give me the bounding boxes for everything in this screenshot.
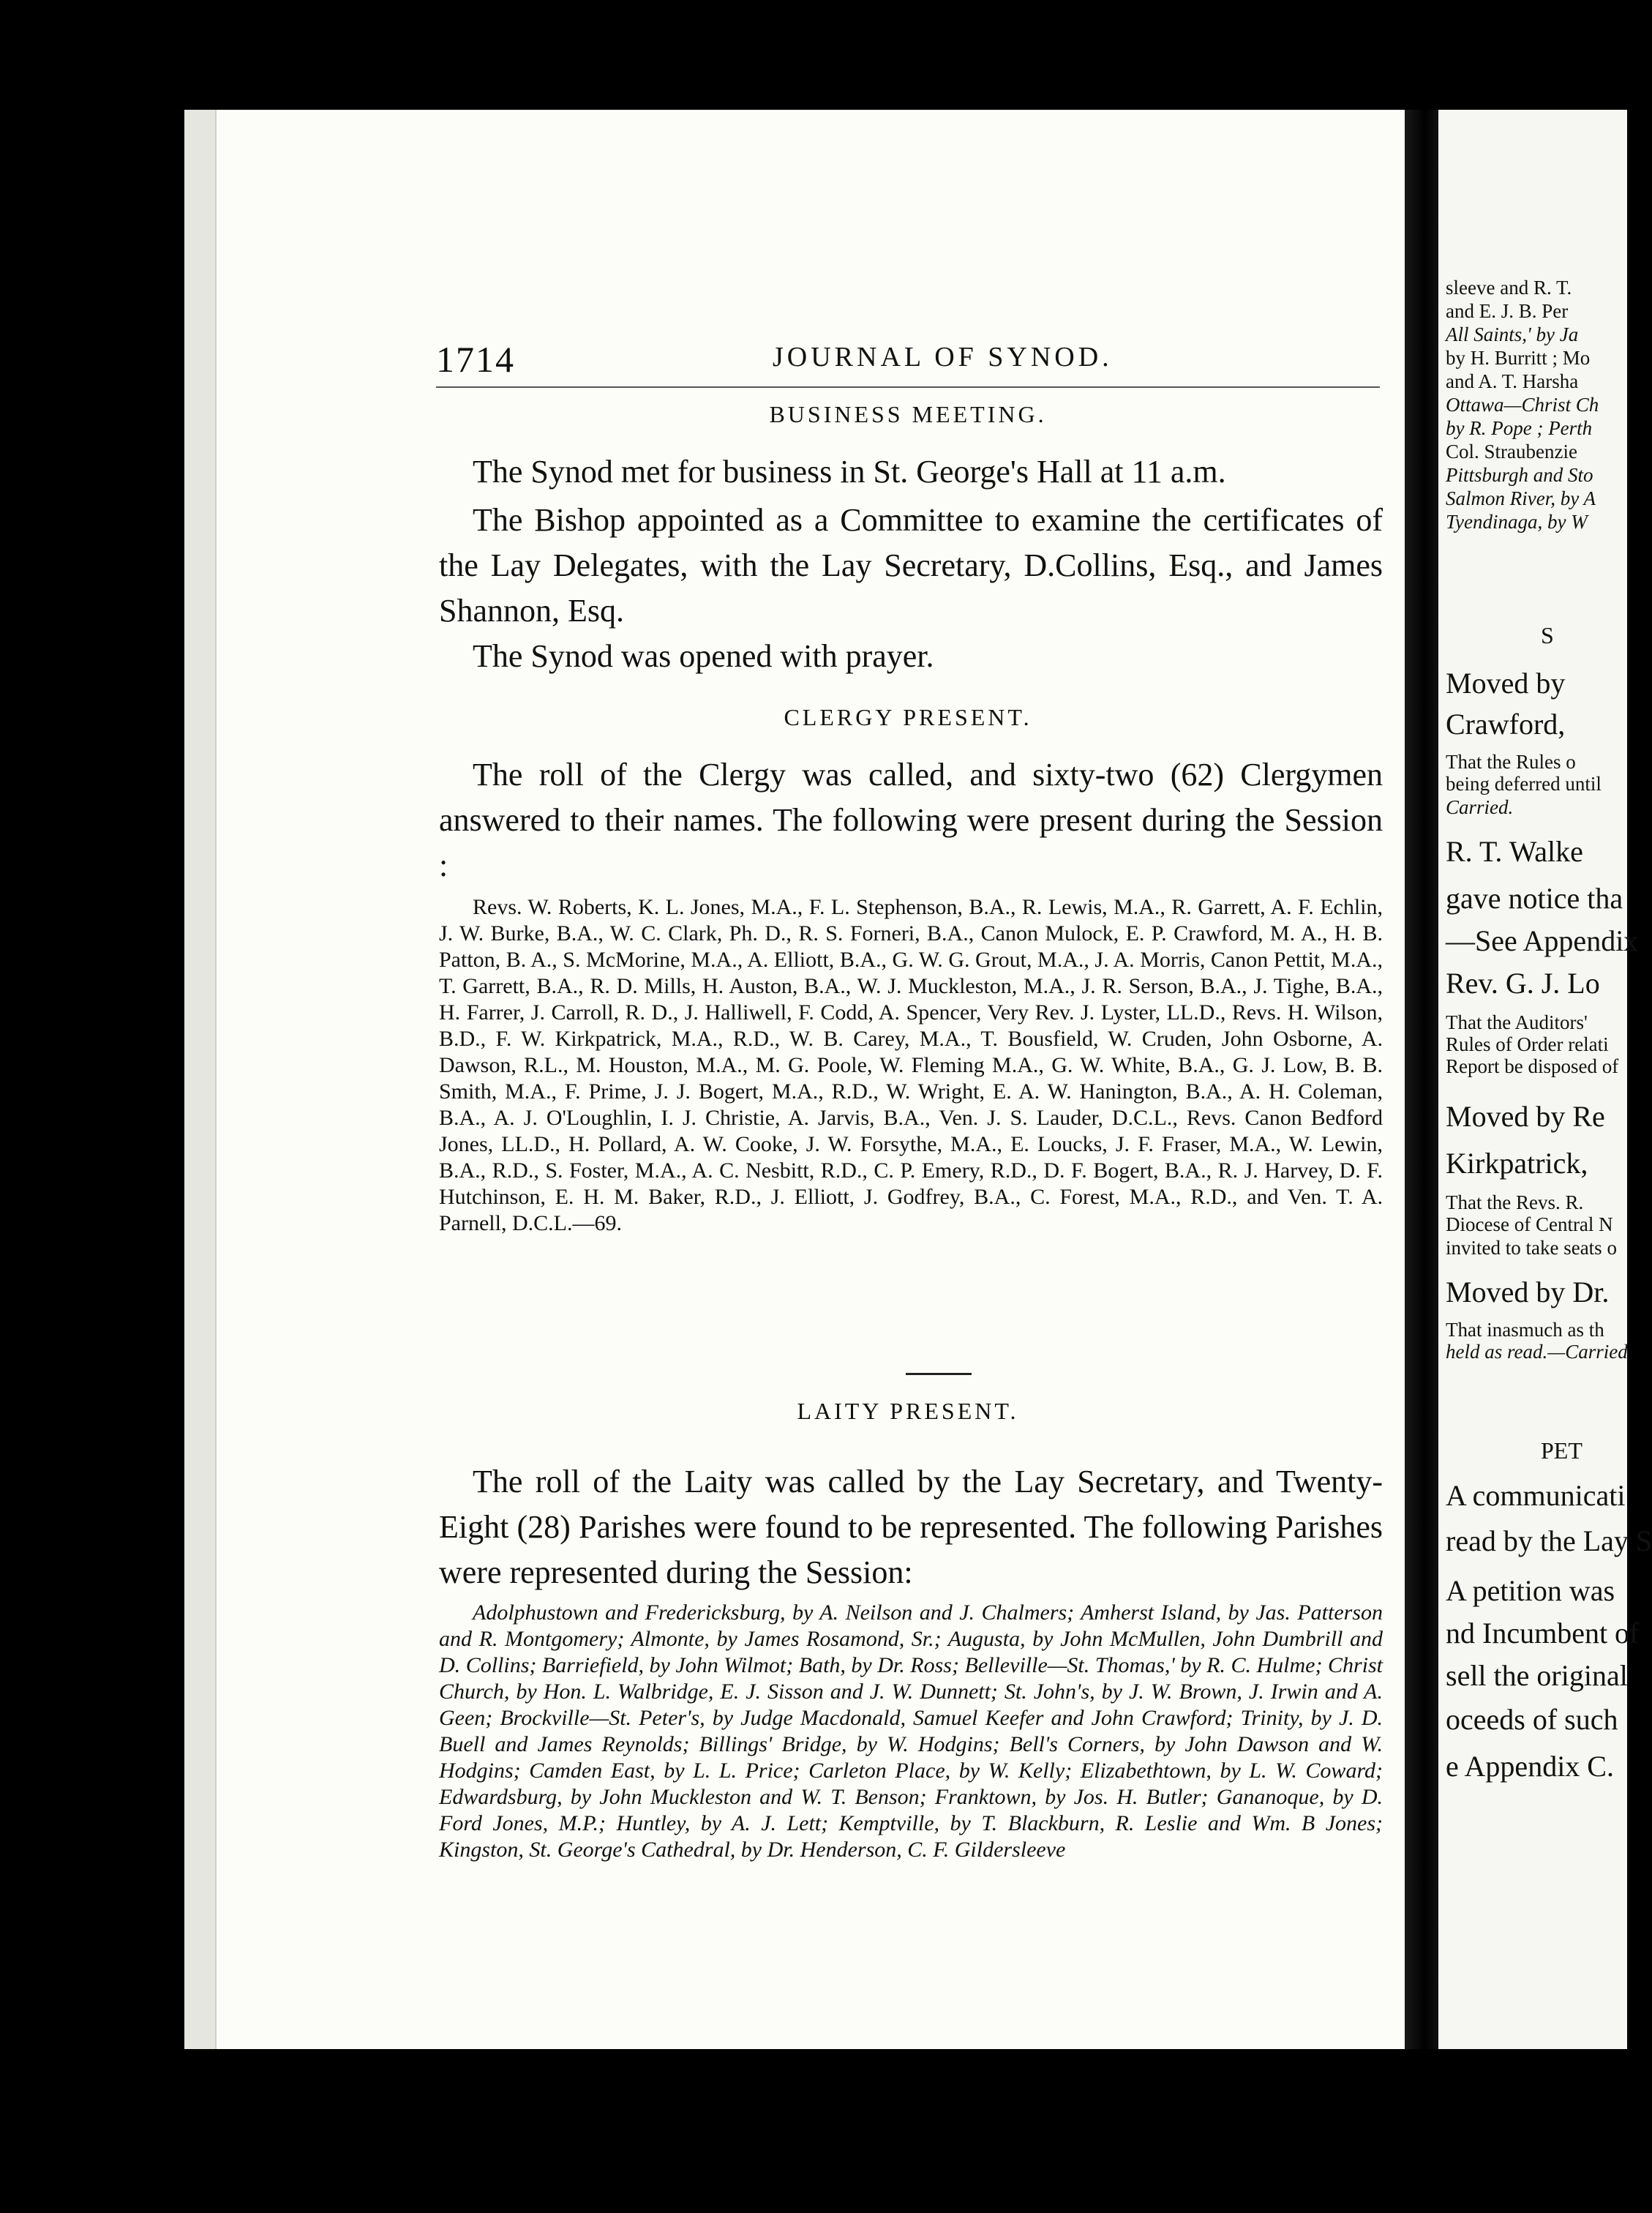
right-page-line: sell the original: [1446, 1659, 1628, 1692]
right-page-line: That inasmuch as th: [1446, 1319, 1604, 1341]
right-page-line: Moved by Re: [1446, 1100, 1605, 1133]
section-divider: [906, 1373, 972, 1375]
right-page-line: Col. Straubenzie: [1446, 441, 1577, 463]
right-page-line: and E. J. B. Per: [1446, 300, 1569, 322]
right-page-line: —See Appendix: [1446, 924, 1639, 957]
right-page-line: sleeve and R. T.: [1446, 277, 1572, 299]
right-page-line: by R. Pope ; Perth: [1446, 417, 1593, 439]
right-page-line: Diocese of Central N: [1446, 1213, 1613, 1235]
right-page-line: being deferred until: [1446, 773, 1602, 795]
business-p2: The Bishop appointed as a Committee to examine the certificates of the Lay Delegates, with the Lay Secretary, D.Collins, Esq., and James Shannon, Esq.: [439, 502, 1383, 629]
right-page-line: e Appendix C.: [1446, 1750, 1614, 1783]
right-page-line: PET: [1541, 1437, 1582, 1464]
right-page-line: Pittsburgh and Sto: [1446, 464, 1593, 486]
right-page-line: Salmon River, by A: [1446, 487, 1596, 509]
right-page-line: Rev. G. J. Lo: [1446, 967, 1600, 1000]
right-page-line: That the Revs. R.: [1446, 1191, 1584, 1213]
right-page-line: Rules of Order relati: [1446, 1033, 1609, 1055]
right-page-line: Moved by Dr.: [1446, 1276, 1610, 1308]
laity-heading: LAITY PRESENT.: [797, 1398, 1019, 1424]
header-rule: [436, 386, 1380, 388]
right-page: [1438, 110, 1652, 2049]
page-number: 1714: [436, 339, 515, 380]
right-page-line: That the Auditors': [1446, 1011, 1588, 1033]
right-page-line: read by the Lay S: [1446, 1524, 1652, 1557]
right-page-line: Tyendinaga, by W: [1446, 511, 1588, 533]
right-page-line: Carried.: [1446, 796, 1514, 818]
right-page-line: Kirkpatrick,: [1446, 1147, 1588, 1180]
right-page-line: Crawford,: [1446, 708, 1566, 741]
laity-intro: The roll of the Laity was called by the Lay Secretary, and Twenty-Eight (28) Parishes were found to be represented. The following Parishes were represented during the Session:: [439, 1464, 1383, 1590]
right-page-line: Ottawa—Christ Ch: [1446, 394, 1599, 416]
business-heading: BUSINESS MEETING.: [769, 401, 1047, 427]
right-page-line: Moved by: [1446, 667, 1566, 700]
right-page-text: [1438, 110, 1652, 2049]
right-page-line: oceeds of such: [1446, 1703, 1618, 1736]
right-page-line: Report be disposed of: [1446, 1055, 1619, 1077]
right-page-line: S: [1541, 622, 1554, 648]
right-page-line: nd Incumbent of: [1446, 1617, 1640, 1650]
right-page-line: by H. Burritt ; Mo: [1446, 347, 1591, 369]
page-edge: [184, 110, 217, 2049]
business-p3: The Synod was opened with prayer.: [473, 638, 934, 674]
laity-list: Adolphustown and Fredericksburg, by A. Neilson and J. Chalmers; Amherst Island, by Jas. Patterson and R. Montgomery; Almonte, by James Rosamond, Sr.; Augusta, by John McMullen, John Dumbrill and D. Collins; Barriefield, by John Wilmot; Bath, by Dr. Ross; Belleville—St. Thomas,' by R. C. Hulme; Christ Church, by Hon. L. Walbridge, E. J. Sisson and J. W. Dunnett; St. John's, by J. W. Brown, J. Irwin and A. Geen; Brockville—St. Peter's, by Judge Macdonald, Samuel Keefer and John Crawford; Trinity, by J. D. Buell and James Reynolds; Billings' Bridge, by W. Hodgins; Bell's Corners, by John Dawson and W. Hodgins; Camden East, by L. L. Price; Carleton Place, by W. Kelly; Elizabethtown, by L. W. Coward; Edwardsburg, by John Muckleston and W. T. Benson; Franktown, by Jos. H. Butler; Gananoque, by D. Ford Jones, M.P.; Huntley, by A. J. Lett; Kemptville, by T. Blackburn, R. Leslie and Wm. B Jones; Kingston, St. George's Cathedral, by Dr. Henderson, C. F. Gildersleeve: [439, 1600, 1383, 1862]
right-page-line: That the Rules o: [1446, 751, 1576, 773]
running-head: JOURNAL OF SYNOD.: [773, 342, 1113, 372]
clergy-list: Revs. W. Roberts, K. L. Jones, M.A., F. L. Stephenson, B.A., R. Lewis, M.A., R. Garrett, A. F. Echlin, J. W. Burke, B.A., W. C. Clark, Ph. D., R. S. Forneri, B.A., Canon Mulock, E. P. Crawford, M. A., H. B. Patton, B. A., S. McMorine, M.A., A. Elliott, B.A., G. W. G. Grout, M.A., J. A. Morris, Canon Pettit, M.A., T. Garrett, B.A., R. D. Mills, H. Auston, B.A., W. J. Muckleston, M.A., J. R. Serson, B.A., J. Tighe, B.A., H. Farrer, J. Carroll, R. D., J. Halliwell, F. Codd, A. Spencer, Very Rev. J. Lyster, LL.D., Revs. H. Wilson, B.D., F. W. Kirkpatrick, M.A., R.D., W. B. Carey, M.A., T. Bousfield, W. Cruden, John Osborne, A. Dawson, R.L., M. Houston, M.A., M. G. Poole, W. Fleming M.A., G. W. White, B.A., G. J. Low, B. B. Smith, M.A., F. Prime, J. J. Bogert, M.A., R.D., W. Wright, E. A. W. Hanington, B.A., A. H. Coleman, B.A., A. J. O'Loughlin, I. J. Christie, A. Jarvis, B.A., Ven. J. S. Lauder, D.C.L., Revs. Canon Bedford Jones, LL.D., H. Pollard, A. W. Cooke, J. W. Forsythe, M.A., E. Loucks, J. F. Fraser, M.A., W. Lewin, B.A., R.D., S. Foster, M.A., A. C. Nesbitt, R.D., C. P. Emery, R.D., D. F. Bogert, B.A., R. J. Harvey, D. F. Hutchinson, E. H. M. Baker, R.D., J. Elliott, J. Godfrey, B.A., C. Forest, M.A., R.D., and Ven. T. A. Parnell, D.C.L.—69.: [439, 895, 1383, 1235]
right-page-line: A petition was: [1446, 1574, 1615, 1607]
business-p1: The Synod met for business in St. George's Hall at 11 a.m.: [473, 454, 1226, 490]
right-page-line: held as read.—Carried: [1446, 1341, 1628, 1363]
book-spine: [1405, 110, 1438, 2049]
clergy-intro: The roll of the Clergy was called, and sixty-two (62) Clergymen answered to their names. The following were present during the Session :: [439, 757, 1383, 883]
right-page-line: R. T. Walke: [1446, 835, 1583, 868]
right-page-line: and A. T. Harsha: [1446, 370, 1579, 392]
right-page-line: invited to take seats o: [1446, 1237, 1617, 1259]
right-page-line: All Saints,' by Ja: [1446, 323, 1579, 345]
right-page-line: gave notice tha: [1446, 882, 1623, 915]
right-page-line: A communicati: [1446, 1479, 1626, 1512]
page-header: [436, 338, 1380, 382]
clergy-heading: CLERGY PRESENT.: [784, 704, 1032, 730]
